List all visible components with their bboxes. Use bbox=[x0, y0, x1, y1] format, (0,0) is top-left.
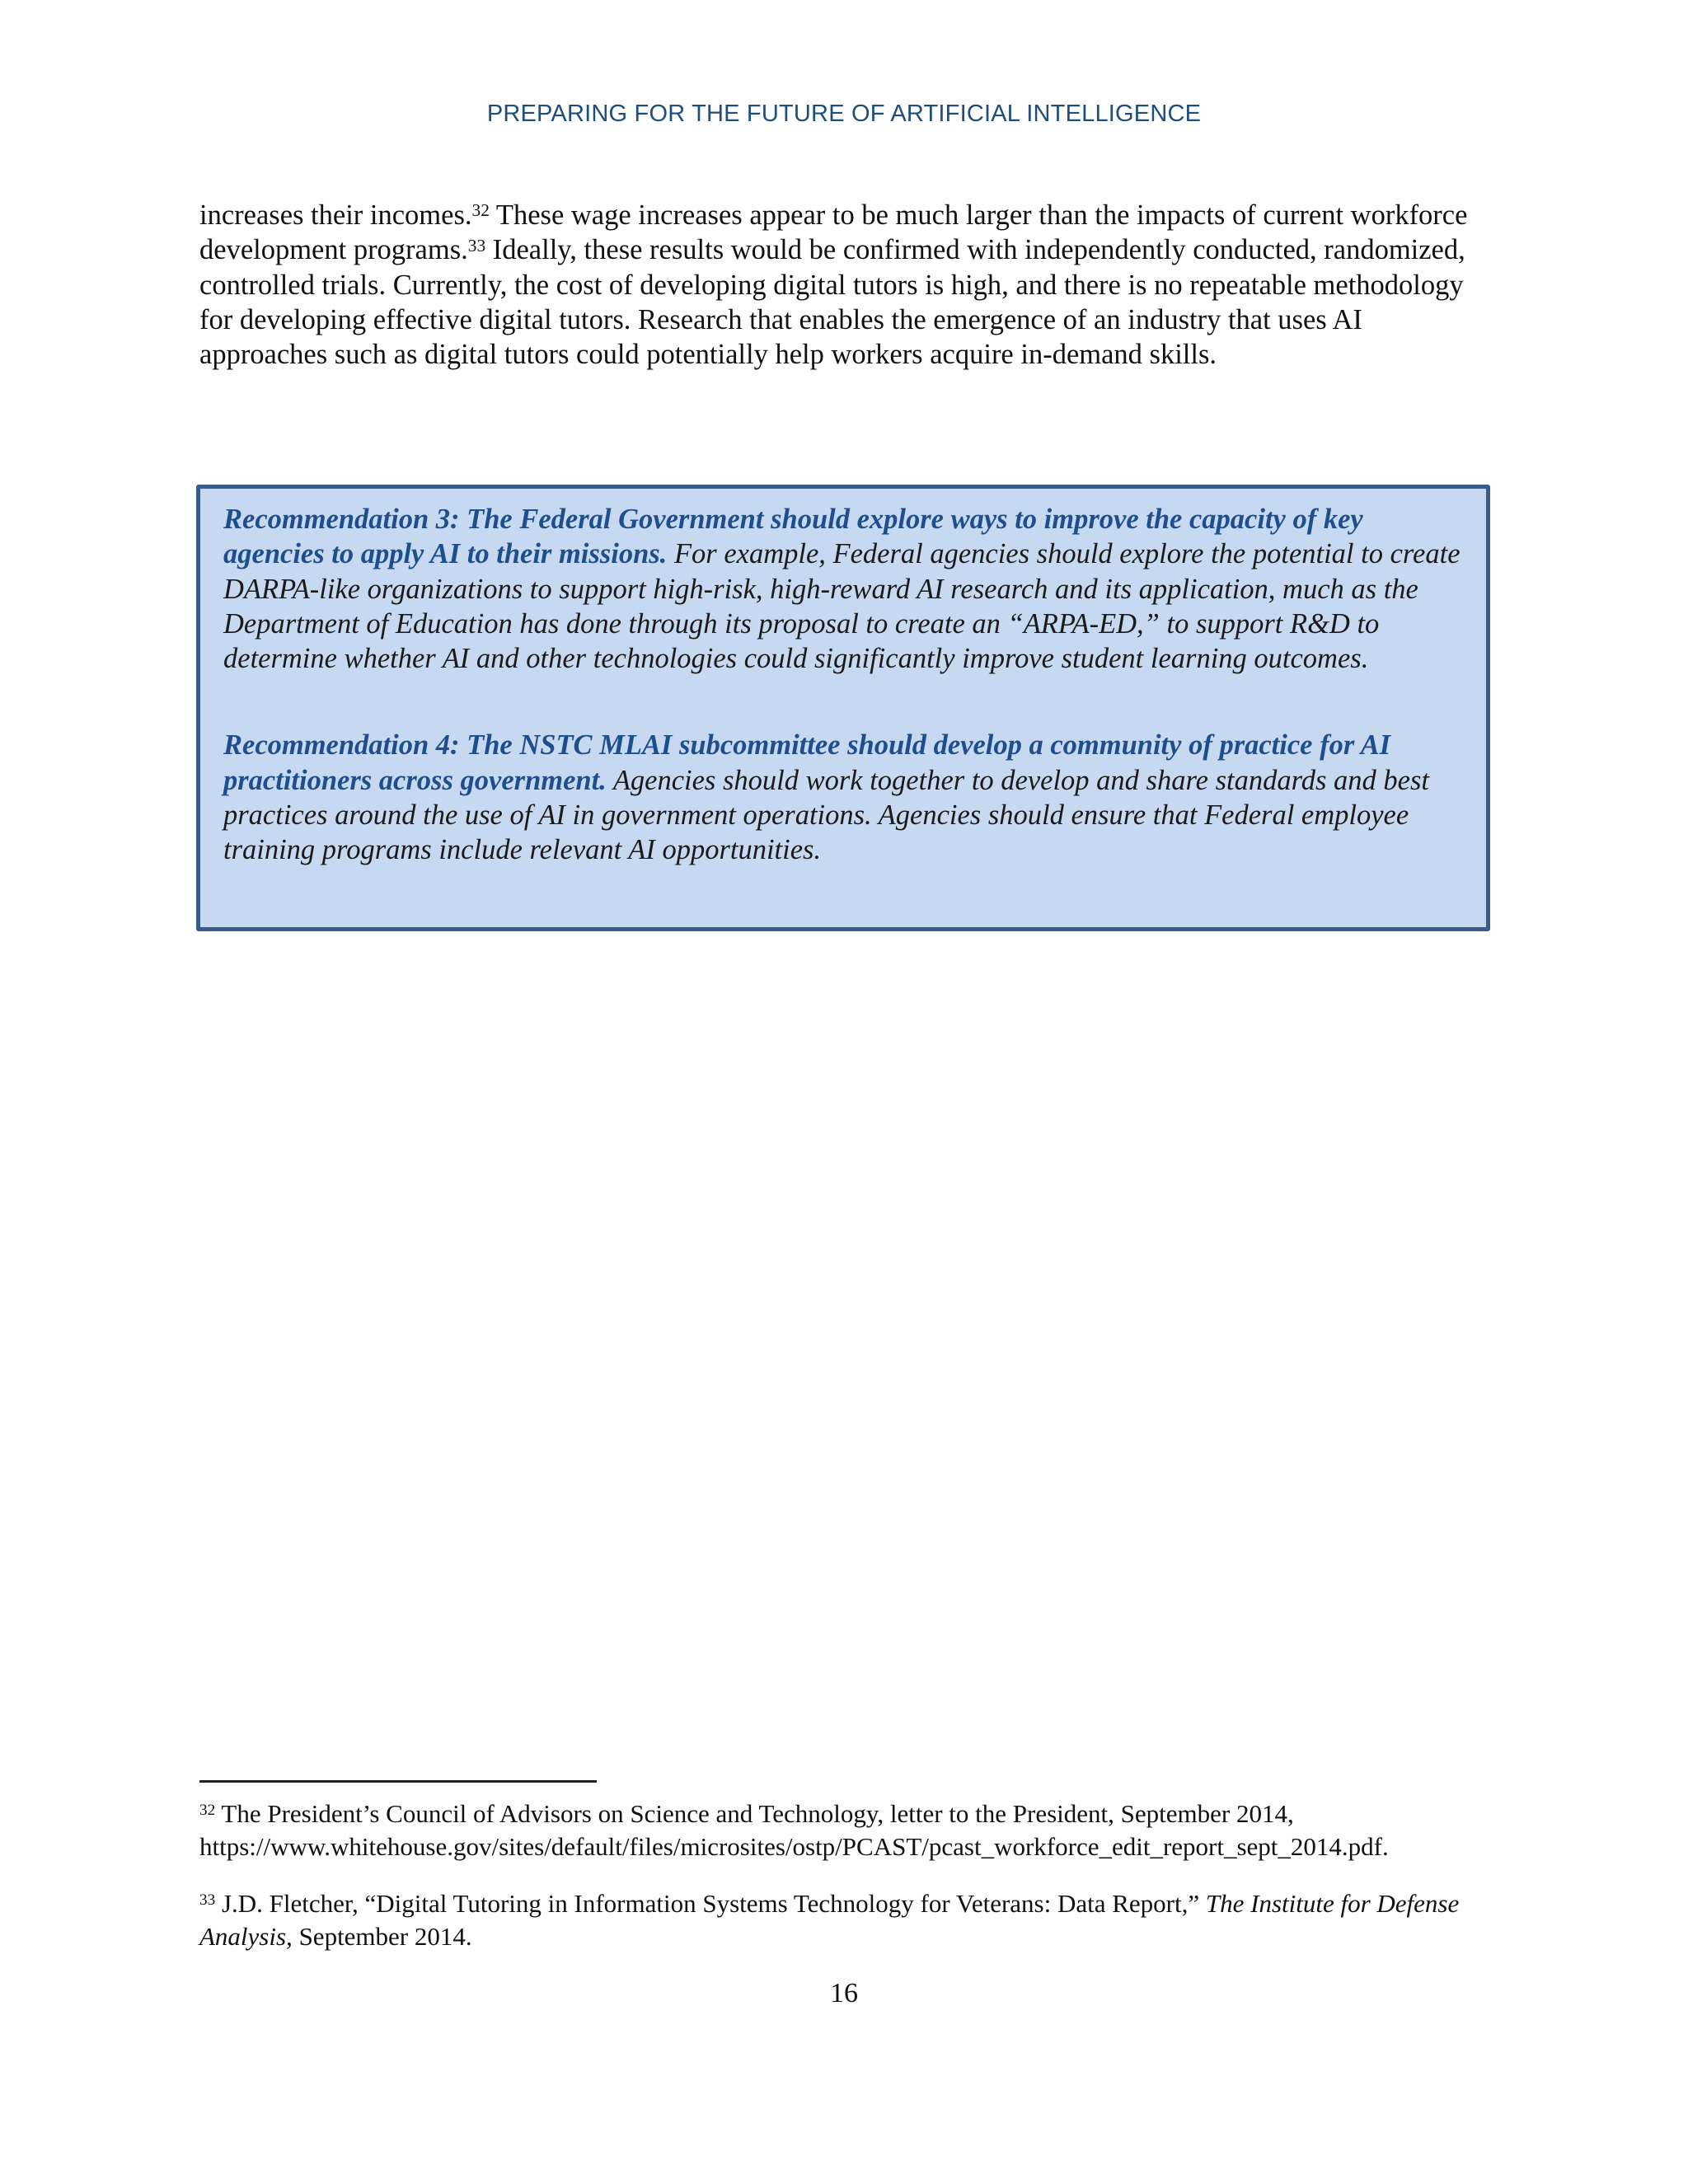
footnote-text: The President’s Council of Advisors on Science and Technology, letter to the President, September 2014, https://www.whitehouse.gov/sites/default/files/microsites/ostp/PCAST/pcast_workforce_edit_report_sept_2014.pdf. bbox=[199, 1799, 1389, 1861]
footnote-33 bbox=[199, 1887, 1518, 1953]
recommendation-4-title: Recommendation 4: The NSTC MLAI subcommittee should develop a community of practice for AI practitioners across government. bbox=[223, 729, 1391, 796]
footnote-number: 33 bbox=[199, 1891, 216, 1910]
recommendation-4 bbox=[223, 728, 1463, 867]
recommendation-3-title: Recommendation 3: The Federal Government should explore ways to improve the capacity of key agencies to apply AI to their missions. bbox=[223, 504, 1363, 570]
footnote-ref-32[interactable]: 32 bbox=[471, 200, 490, 221]
footnote-ref-33[interactable]: 33 bbox=[467, 235, 486, 255]
footnote-number: 32 bbox=[199, 1802, 216, 1820]
footnote-source: The Institute for Defense Analysis, bbox=[199, 1889, 1460, 1951]
recommendation-4-text: Agencies should work together to develop and share standards and best practices around the use of AI in government operations. Agencies should ensure that Federal employee training programs include relevant AI opportunities. bbox=[223, 764, 1429, 866]
recommendation-3 bbox=[223, 502, 1463, 676]
body-text: Ideally, these results would be confirmed with independently conducted, randomized, controlled trials. Currently, the cost of developing digital tutors is high, and there is no repeatable methodology for developing effective digital tutors. Research that enables the emergence of an industry that uses AI approaches such as digital tutors could potentially help workers acquire in-demand skills. bbox=[199, 234, 1465, 371]
body-text: These wage increases appear to be much larger than the impacts of current workforce development programs. bbox=[199, 199, 1468, 266]
footnote-32 bbox=[199, 1797, 1518, 1863]
page-number: 16 bbox=[830, 1978, 858, 2008]
recommendation-box bbox=[196, 485, 1490, 931]
footnote-date: September 2014. bbox=[292, 1922, 472, 1951]
body-text: increases their incomes. bbox=[199, 199, 472, 231]
recommendation-3-text: For example, Federal agencies should explore the potential to create DARPA-like organizations to support high-risk, high-reward AI research and its application, much as the Department of Education has done through its proposal to create an “ARPA-ED,” to support R&D to determine whether AI and other technologies could significantly improve student learning outcomes. bbox=[223, 538, 1461, 675]
footnote-text: J.D. Fletcher, “Digital Tutoring in Information Systems Technology for Veterans: Data Report,” bbox=[215, 1889, 1206, 1918]
footnote-separator bbox=[199, 1780, 597, 1783]
body-paragraph bbox=[199, 198, 1493, 372]
running-header: PREPARING FOR THE FUTURE OF ARTIFICIAL INTELLIGENCE bbox=[486, 101, 1202, 127]
